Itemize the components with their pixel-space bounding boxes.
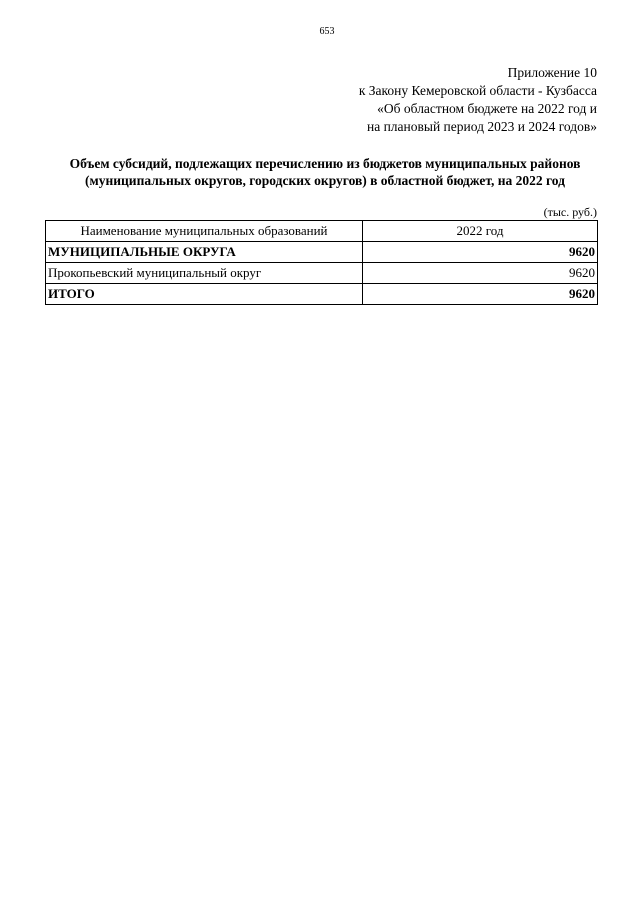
table-row-prokopyevsky: [46, 263, 598, 284]
appendix-line-4: на плановый период 2023 и 2024 годов»: [366, 119, 597, 134]
appendix-line-1: Приложение 10: [507, 65, 597, 80]
row-name: ИТОГО: [46, 284, 363, 305]
table-header-row: [46, 221, 598, 242]
document-title: [40, 155, 610, 189]
row-name: МУНИЦИПАЛЬНЫЕ ОКРУГА: [46, 242, 363, 263]
row-value: 9620: [363, 263, 598, 284]
appendix-line-2: к Закону Кемеровской области - Кузбасса: [358, 83, 597, 98]
units-label: (тыс. руб.): [543, 205, 597, 219]
title-line-2: (муниципальных округов, городских округов) в областной бюджет, на 2022 год: [85, 173, 565, 188]
row-value: 9620: [363, 242, 598, 263]
page-number: 653: [319, 26, 335, 37]
row-name: Прокопьевский муниципальный округ: [46, 263, 363, 284]
appendix-line-3: «Об областном бюджете на 2022 год и: [377, 101, 597, 116]
appendix-header: [359, 64, 597, 136]
header-year: 2022 год: [363, 221, 598, 242]
title-line-1: Объем субсидий, подлежащих перечислению из бюджетов муниципальных районов: [69, 156, 581, 171]
table-row-municipal-districts: [46, 242, 598, 263]
row-value: 9620: [363, 284, 598, 305]
header-name: Наименование муниципальных образований: [46, 221, 363, 242]
subsidies-table: [45, 220, 598, 305]
table-row-total: [46, 284, 598, 305]
